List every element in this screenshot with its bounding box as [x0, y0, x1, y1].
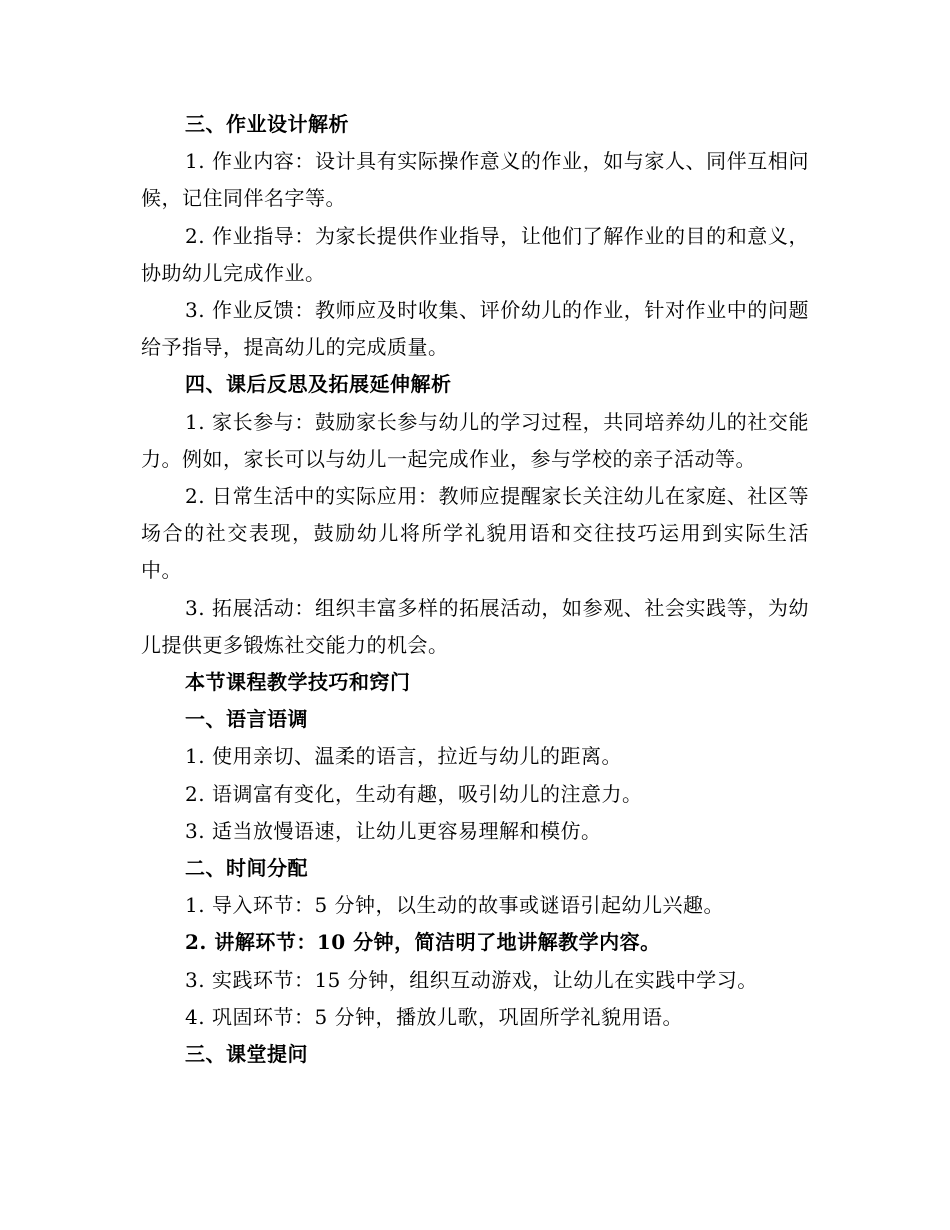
list-item-bold: 2. 讲解环节：10 分钟，简洁明了地讲解教学内容。	[185, 930, 661, 955]
paragraph: 2. 作业指导：为家长提供作业指导，让他们了解作业的目的和意义，协助幼儿完成作业。	[141, 223, 809, 285]
paragraph: 1. 作业内容：设计具有实际操作意义的作业，如与家人、同伴互相问候，记住同伴名字等。	[141, 149, 809, 211]
section-heading: 二、时间分配	[185, 856, 308, 881]
paragraph: 2. 日常生活中的实际应用：教师应提醒家长关注幼儿在家庭、社区等场合的社交表现，鼓励幼儿将所学礼貌用语和交往技巧运用到实际生活中。	[141, 484, 809, 583]
section-heading: 一、语言语调	[185, 707, 308, 732]
paragraph: 3. 作业反馈：教师应及时收集、评价幼儿的作业，针对作业中的问题给予指导，提高幼儿的完成质量。	[141, 298, 809, 360]
section-heading: 三、课堂提问	[185, 1042, 308, 1067]
paragraph: 3. 拓展活动：组织丰富多样的拓展活动，如参观、社会实践等，为幼儿提供更多锻炼社交能力的机会。	[141, 595, 809, 657]
tips-title: 本节课程教学技巧和窍门	[185, 670, 411, 695]
section-heading: 四、课后反思及拓展延伸解析	[185, 372, 452, 397]
document-page	[141, 106, 809, 1073]
section-heading: 三、作业设计解析	[185, 112, 349, 136]
list-item: 3. 适当放慢语速，让幼儿更容易理解和模仿。	[185, 818, 602, 843]
list-item: 1. 导入环节：5 分钟，以生动的故事或谜语引起幼儿兴趣。	[185, 893, 725, 918]
paragraph: 1. 家长参与：鼓励家长参与幼儿的学习过程，共同培养幼儿的社交能力。例如，家长可以与幼儿一起完成作业，参与学校的亲子活动等。	[141, 409, 809, 471]
list-item: 4. 巩固环节：5 分钟，播放儿歌，巩固所学礼貌用语。	[185, 1004, 684, 1029]
list-item: 1. 使用亲切、温柔的语言，拉近与幼儿的距离。	[185, 744, 622, 769]
list-item: 3. 实践环节：15 分钟，组织互动游戏，让幼儿在实践中学习。	[185, 967, 758, 992]
list-item: 2. 语调富有变化，生动有趣，吸引幼儿的注意力。	[185, 781, 643, 806]
